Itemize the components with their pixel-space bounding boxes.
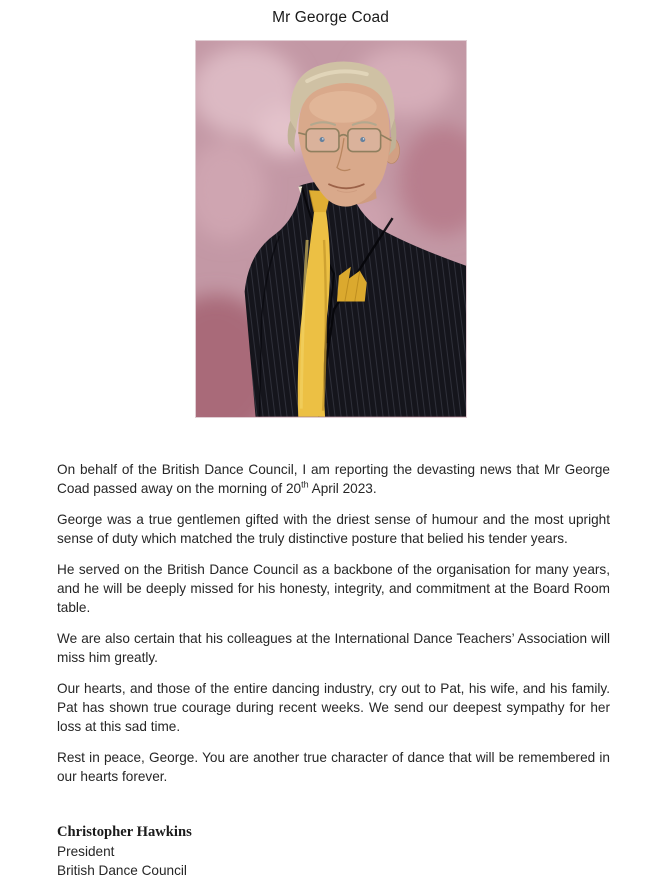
ordinal-superscript: th — [301, 479, 309, 490]
paragraph: We are also certain that his colleagues at the International Dance Teachers’ Association will miss him greatly. — [57, 631, 610, 665]
document-page — [0, 9, 661, 893]
document-title: Mr George Coad — [272, 9, 389, 26]
paragraph: George was a true gentlemen gifted with the driest sense of humour and the most upright sense of duty which matched the truly distinctive posture that belied his tender years. — [57, 512, 610, 546]
signature-role: President — [57, 844, 115, 859]
paragraph — [57, 460, 610, 498]
signature-organisation: British Dance Council — [57, 863, 187, 878]
obituary-text — [57, 460, 610, 786]
paragraph: Our hearts, and those of the entire dancing industry, cry out to Pat, his wife, and his family. Pat has shown true courage during recent weeks. We send our deepest sympathy for her loss at this sad time. — [57, 681, 610, 734]
paragraph: Rest in peace, George. You are another true character of dance that will be remembered in our hearts forever. — [57, 750, 610, 784]
portrait-photo — [195, 40, 467, 418]
paragraph: He served on the British Dance Council as a backbone of the organisation for many years, and he will be deeply missed for his honesty, integrity, and commitment at the Board Room table. — [57, 562, 610, 615]
paragraph-text: April 2023. — [308, 481, 377, 496]
paragraph-text: On behalf of the British Dance Council, I am reporting the devasting news that Mr George Coad passed away on the morning of 20 — [57, 462, 610, 496]
portrait-illustration — [196, 41, 466, 417]
signature-block — [57, 822, 610, 880]
signature-name: Christopher Hawkins — [57, 824, 192, 840]
